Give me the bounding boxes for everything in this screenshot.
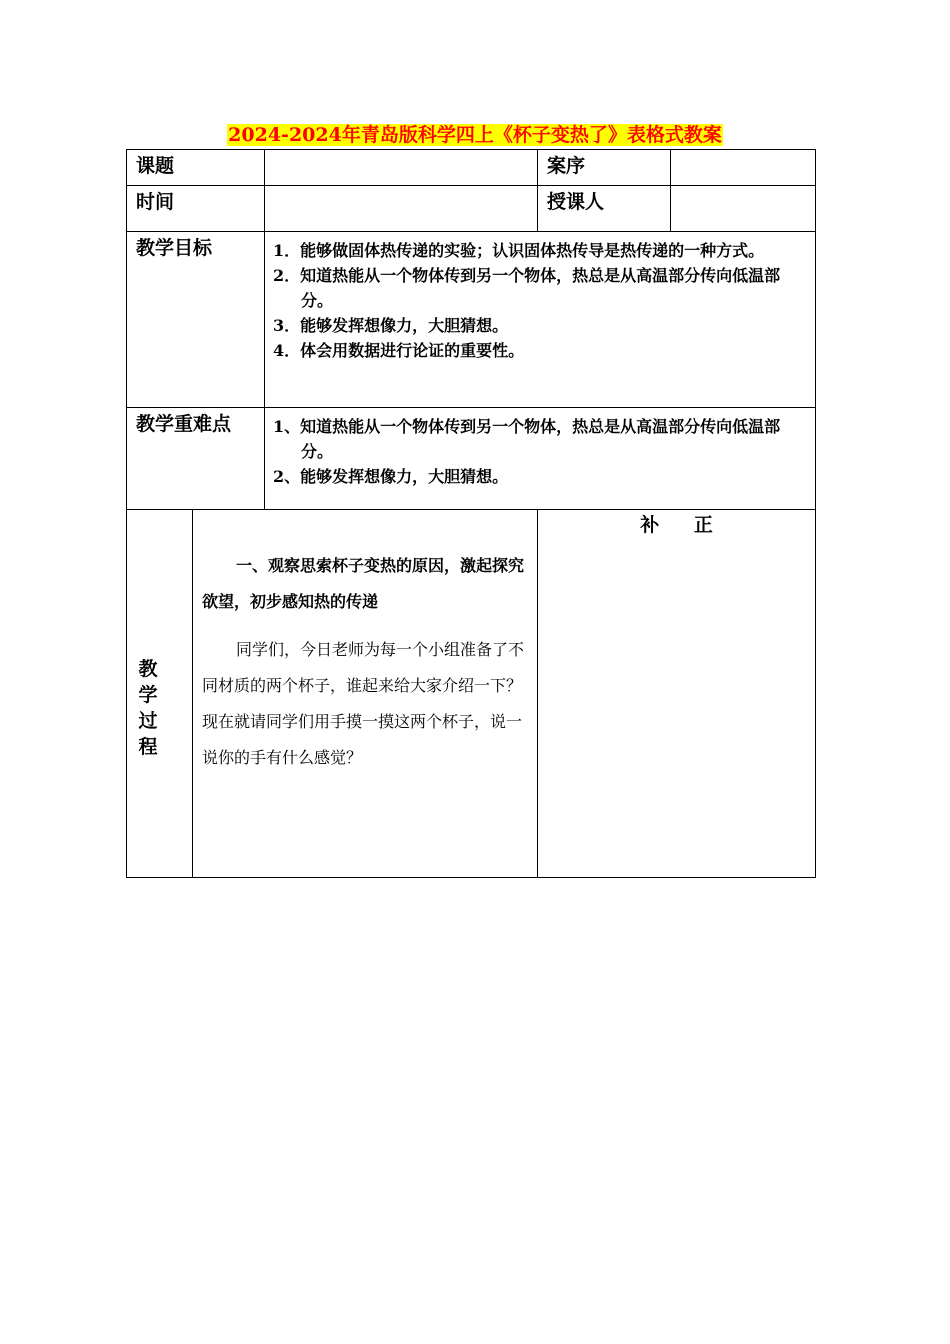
objective-item: 4．体会用数据进行论证的重要性。 <box>273 341 525 360</box>
teacher-label-cell <box>538 186 671 232</box>
key-points-label: 教学重难点 <box>136 413 232 435</box>
row-topic <box>127 150 816 186</box>
key-points-label-cell <box>127 408 265 510</box>
page-title-text: 2024-2024年青岛版科学四上《杯子变热了》表格式教案 <box>228 124 722 146</box>
objective-item: 2．知道热能从一个物体传到另一个物体，热总是从高温部分传向低温部分。 <box>273 266 781 310</box>
topic-value-cell[interactable] <box>265 150 538 186</box>
objective-item: 3．能够发挥想像力，大胆猜想。 <box>273 316 509 335</box>
case-number-value <box>671 150 815 154</box>
teacher-label: 授课人 <box>547 191 605 213</box>
process-label-char: 学 <box>138 684 158 706</box>
correction-label: 补 正 <box>640 514 727 536</box>
row-process <box>127 510 816 878</box>
row-objectives <box>127 232 816 408</box>
objectives-label: 教学目标 <box>136 237 213 259</box>
case-number-label: 案序 <box>547 155 586 177</box>
time-value-cell[interactable] <box>265 186 538 232</box>
page-title <box>0 122 950 148</box>
process-content <box>193 510 537 776</box>
process-label-char: 程 <box>138 736 158 758</box>
lesson-plan-table <box>126 149 816 878</box>
row-key-points <box>127 408 816 510</box>
key-point-item: 1、知道热能从一个物体传到另一个物体，热总是从高温部分传向低温部分。 <box>273 417 781 461</box>
case-number-value-cell[interactable] <box>671 150 816 186</box>
time-label-cell <box>127 186 265 232</box>
time-value <box>265 186 537 190</box>
topic-value <box>265 150 537 154</box>
time-label: 时间 <box>136 191 175 213</box>
objectives-cell <box>265 232 816 408</box>
topic-label-cell <box>127 150 265 186</box>
objective-item: 1．能够做固体热传递的实验；认识固体热传导是热传递的一种方式。 <box>273 241 765 260</box>
process-label-char: 教 <box>138 658 158 680</box>
process-content-cell <box>193 510 538 878</box>
teacher-value <box>671 186 815 190</box>
case-number-label-cell <box>538 150 671 186</box>
process-label-char: 过 <box>138 710 158 732</box>
row-time <box>127 186 816 232</box>
key-point-item: 2、能够发挥想像力，大胆猜想。 <box>273 467 509 486</box>
key-points-list <box>265 408 815 489</box>
teacher-value-cell[interactable] <box>671 186 816 232</box>
correction-cell <box>538 510 816 878</box>
process-label-cell <box>127 510 193 878</box>
process-paragraph: 同学们，今日老师为每一个小组准备了不同材质的两个杯子，谁起来给大家介绍一下？现在就请同学们用手摸一摸这两个杯子，说一说你的手有什么感觉？ <box>202 640 525 767</box>
objectives-label-cell <box>127 232 265 408</box>
process-heading: 一、观察思索杯子变热的原因，激起探究欲望，初步感知热的传递 <box>202 556 525 611</box>
process-label <box>136 656 160 760</box>
objectives-list <box>265 232 815 363</box>
key-points-cell <box>265 408 816 510</box>
topic-label: 课题 <box>136 155 175 177</box>
